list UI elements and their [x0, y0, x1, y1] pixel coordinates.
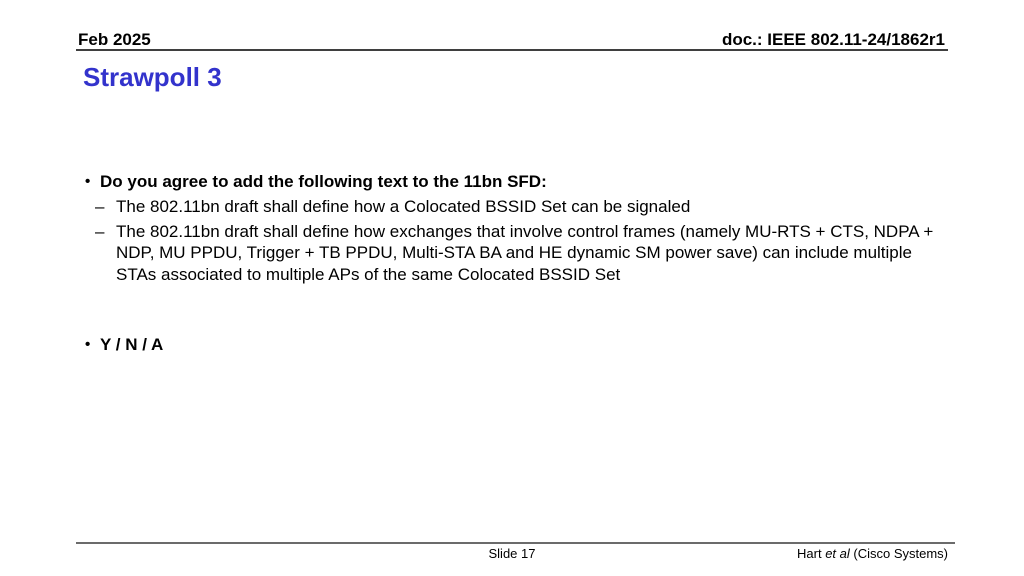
slide-body: [85, 171, 945, 355]
sub-bullet-exchanges: [95, 221, 945, 286]
bullet-vote: [85, 334, 945, 355]
sub-bullet-signaled: [95, 196, 945, 218]
header-doc-number: doc.: IEEE 802.11-24/1862r1: [721, 30, 945, 49]
bullet-vote-text: Y / N / A: [100, 335, 164, 354]
spacer: [85, 285, 945, 334]
bullet-marker: •: [85, 336, 91, 353]
bullet-marker: •: [85, 173, 91, 190]
footer-rule: [76, 542, 955, 544]
bullet-question-text: Do you agree to add the following text to the 11bn SFD:: [100, 172, 547, 191]
slide-number: Slide 17: [488, 546, 536, 561]
page-title: Strawpoll 3: [83, 62, 222, 92]
dash-marker: –: [95, 197, 105, 216]
sub-bullet-exchanges-text: The 802.11bn draft shall define how exchanges that involve control frames (namely MU-RTS + CTS, NDPA + NDP, MU PPDU, Trigger + TB PPDU, Multi-STA BA and HE dynamic SM power save) can include multiple STAs associated to multiple APs of the same Colocated BSSID Set: [116, 221, 934, 284]
header-rule: [76, 49, 948, 51]
footer-author: [797, 546, 948, 562]
dash-marker: –: [95, 221, 105, 241]
sub-bullet-signaled-text: The 802.11bn draft shall define how a Colocated BSSID Set can be signaled: [116, 197, 691, 216]
bullet-question: [85, 171, 945, 192]
footer-author-affiliation: (Cisco Systems): [849, 546, 948, 561]
footer-author-name: Hart: [797, 546, 826, 561]
footer-author-etal: et al: [825, 546, 850, 561]
header-date: Feb 2025: [78, 30, 151, 49]
